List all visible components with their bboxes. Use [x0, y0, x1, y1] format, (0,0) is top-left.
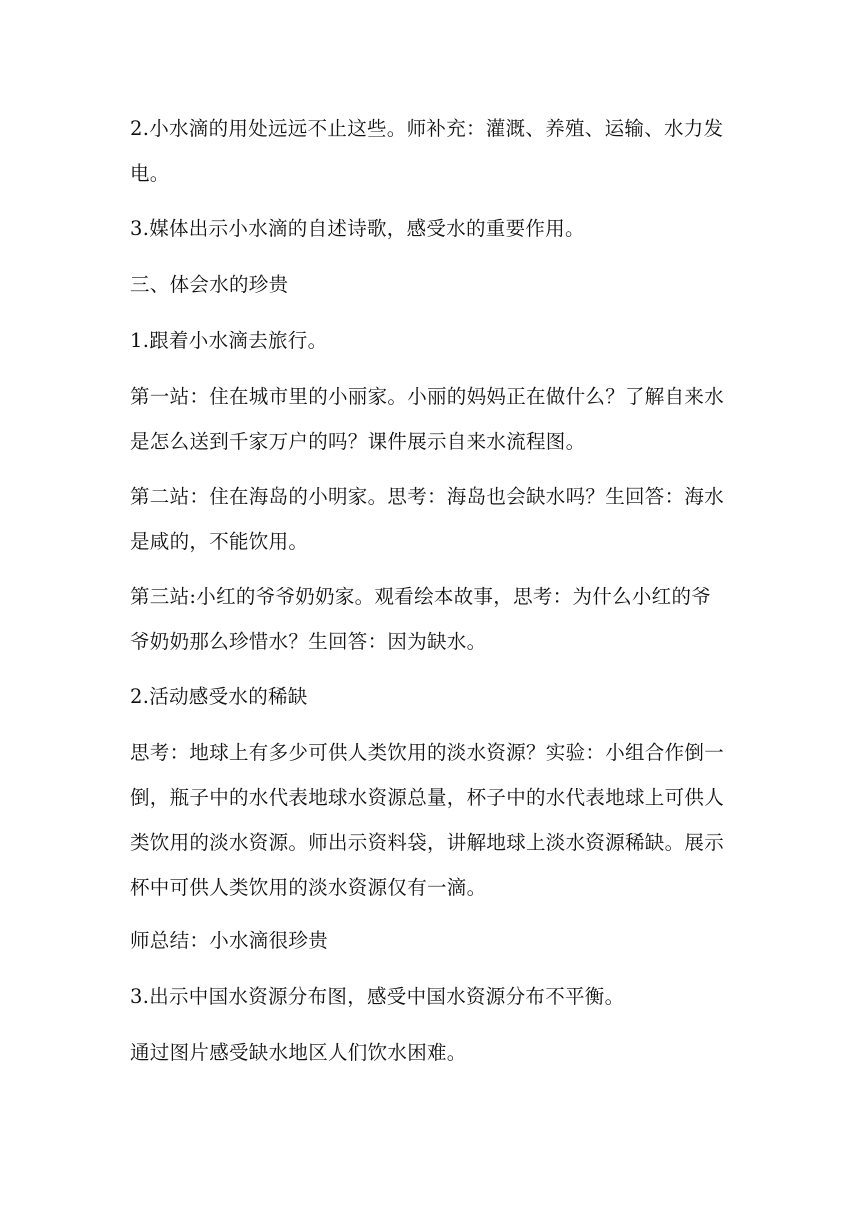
- paragraph-stop-two: 第二站：住在海岛的小明家。思考：海岛也会缺水吗？生回答：海水是咸的，不能饮用。: [130, 485, 725, 553]
- paragraph-travel: 1.跟着小水滴去旅行。: [130, 329, 328, 352]
- paragraph-activity-scarcity: 2.活动感受水的稀缺: [130, 685, 308, 708]
- paragraph-china-water-map: 3.出示中国水资源分布图，感受中国水资源分布不平衡。: [130, 985, 625, 1008]
- paragraph-teacher-summary: 师总结：小水滴很珍贵: [130, 929, 329, 952]
- paragraph-stop-one: 第一站：住在城市里的小丽家。小丽的妈妈正在做什么？了解自来水是怎么送到千家万户的吗？课件展示自来水流程图。: [130, 385, 725, 453]
- paragraph-experiment: 思考：地球上有多少可供人类饮用的淡水资源？实验：小组合作倒一倒，瓶子中的水代表地球水资源总量，杯子中的水代表地球上可供人类饮用的淡水资源。师出示资料袋，讲解地球上淡水资源稀缺。展示杯中可供人类饮用的淡水资源仅有一滴。: [130, 741, 725, 899]
- paragraph-stop-three: 第三站:小红的爷爷奶奶家。观看绘本故事，思考：为什么小红的爷爷奶奶那么珍惜水？生回答：因为缺水。: [130, 585, 712, 653]
- paragraph-water-uses: 2.小水滴的用处远远不止这些。师补充：灌溉、养殖、运输、水力发电。: [130, 117, 724, 185]
- section-heading-water-precious: 三、体会水的珍贵: [130, 273, 289, 296]
- paragraph-media-poem: 3.媒体出示小水滴的自述诗歌，感受水的重要作用。: [130, 217, 585, 240]
- paragraph-drinking-difficulty: 通过图片感受缺水地区人们饮水困难。: [130, 1041, 467, 1064]
